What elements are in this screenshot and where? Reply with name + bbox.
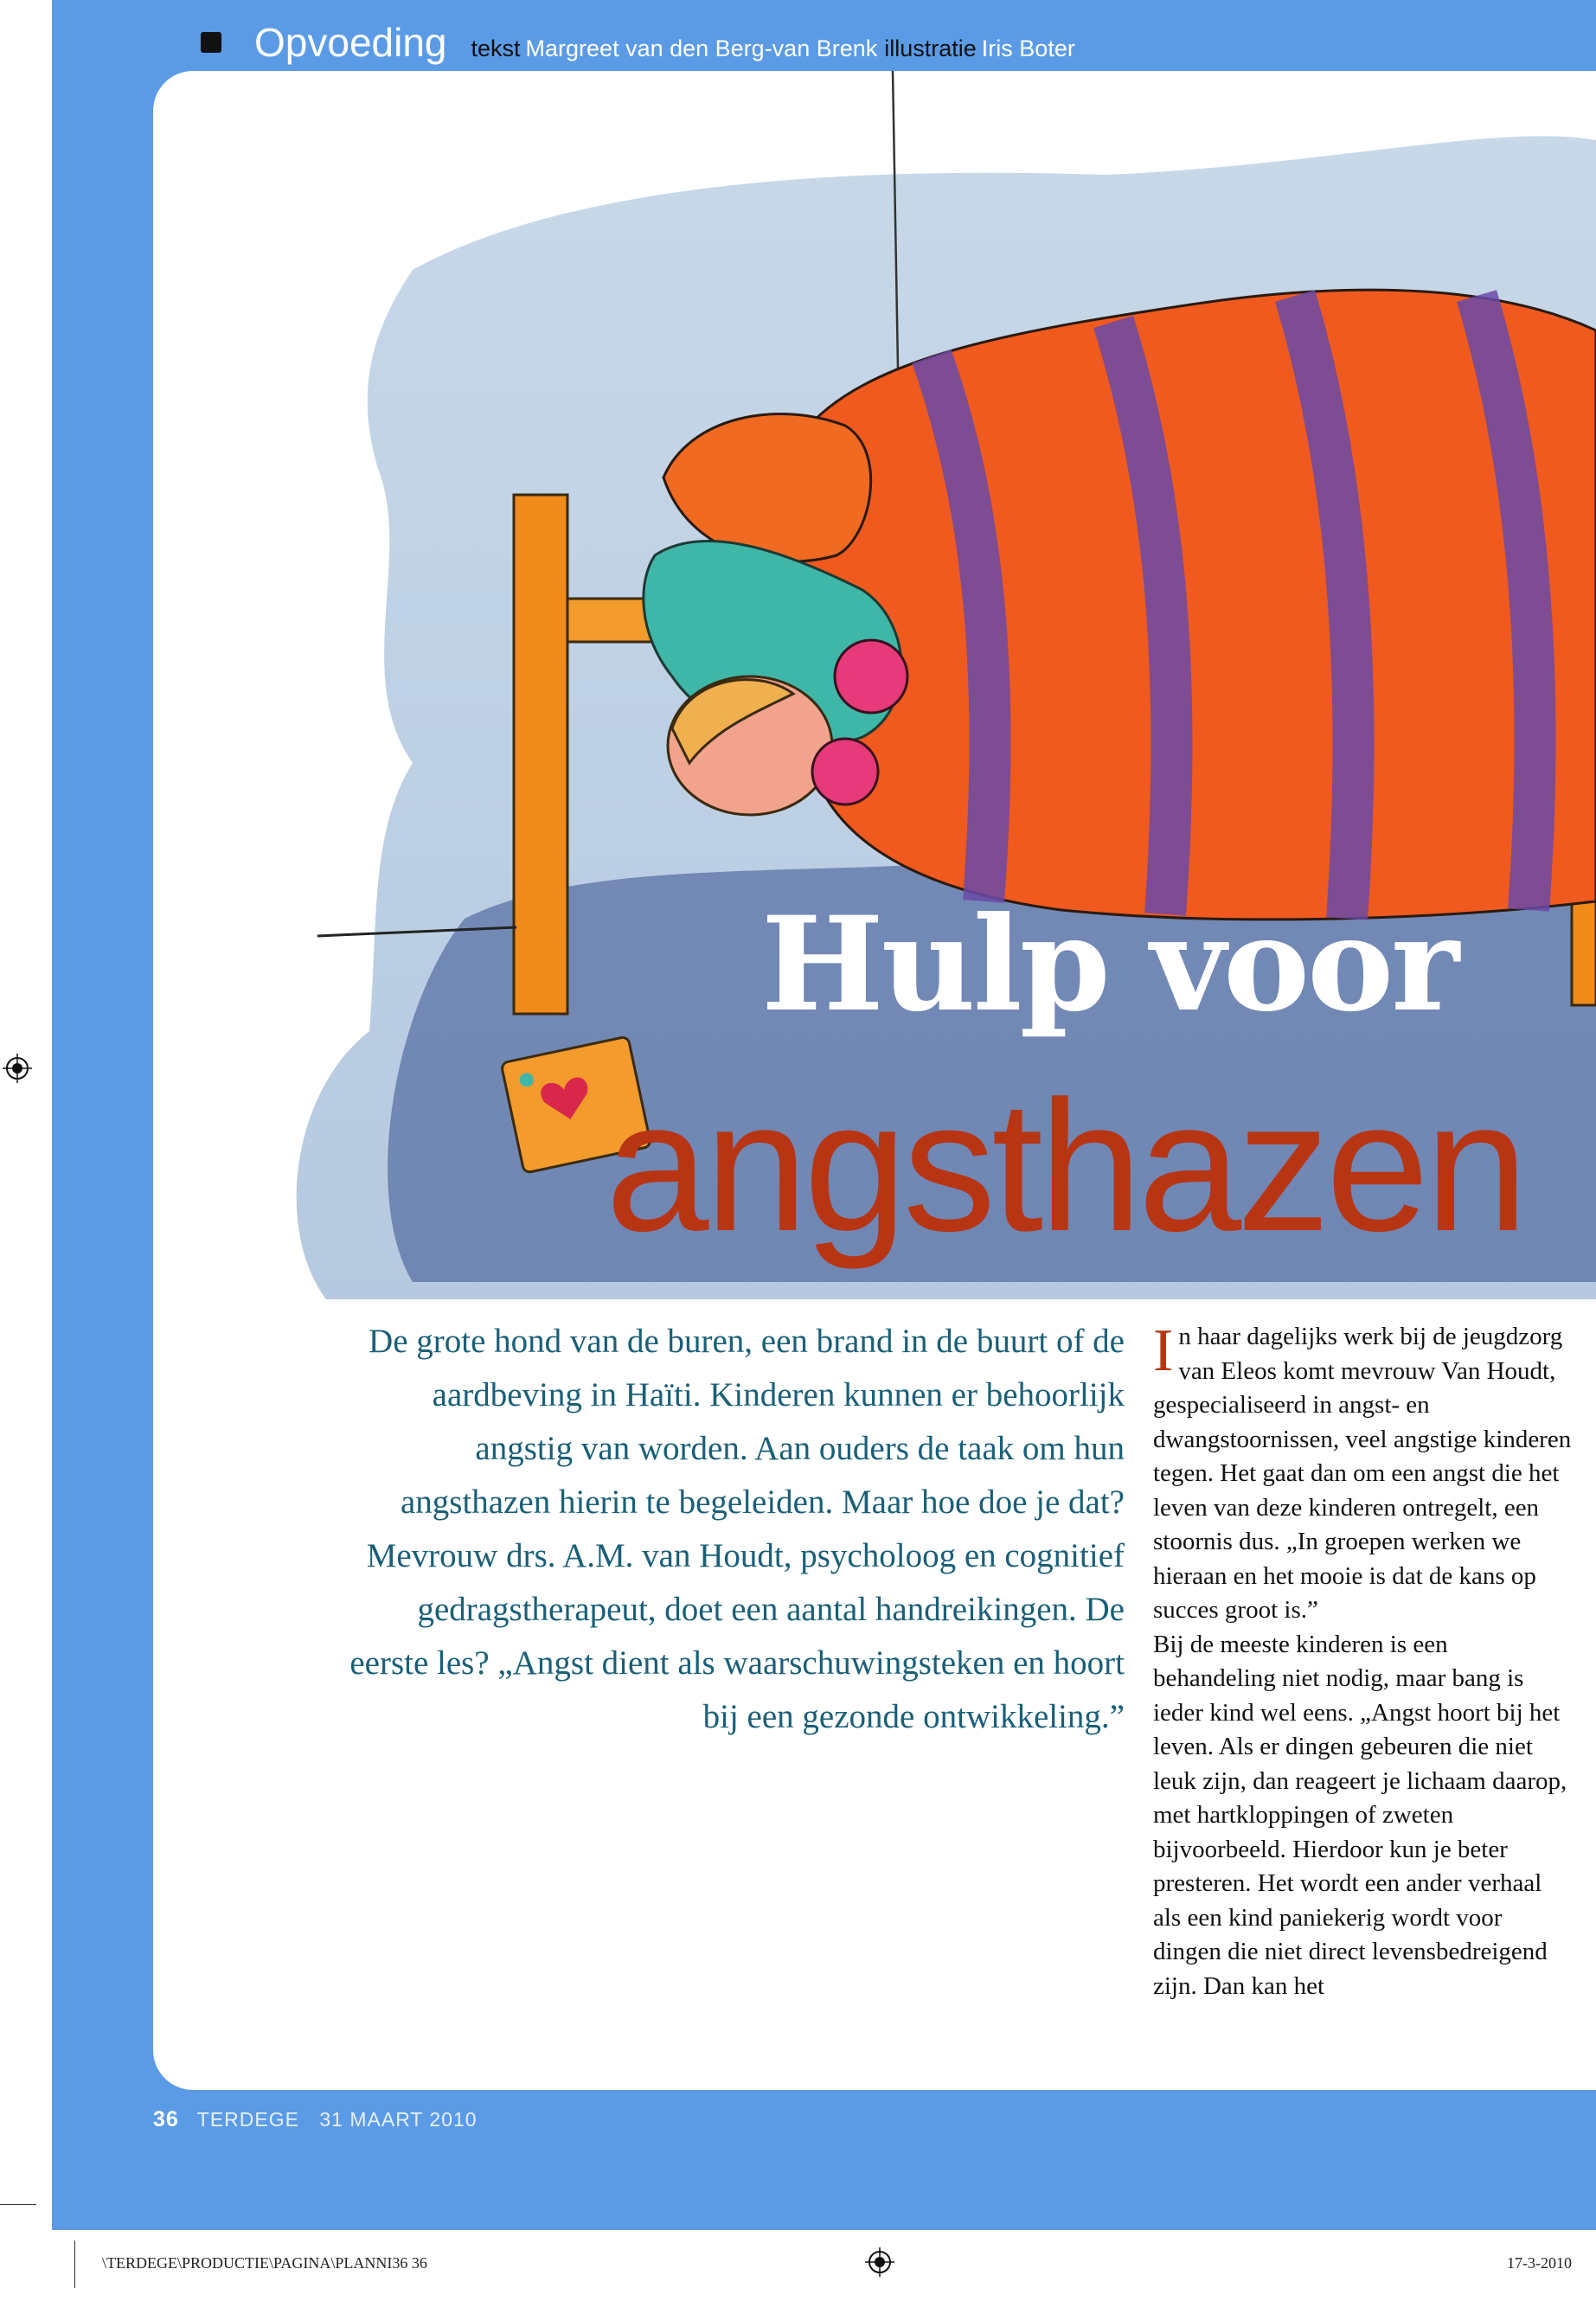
section-title: Opvoeding <box>254 20 447 65</box>
bed-headboard-post <box>514 495 567 1014</box>
slug-path: \TERDEGE\PRODUCTIE\PAGINA\PLANNI36 36 <box>102 2254 427 2272</box>
crop-mark <box>74 2240 75 2288</box>
page-footer <box>153 2107 478 2132</box>
body-column <box>1153 1317 1573 2003</box>
pink-toy-part <box>812 739 878 804</box>
slug-date: 17-3-2010 <box>1507 2254 1572 2272</box>
page-number: 36 <box>153 2107 179 2131</box>
issue-date: 31 MAART 2010 <box>319 2108 478 2131</box>
section-square-icon <box>201 32 221 53</box>
article-header <box>201 19 1082 71</box>
drop-cap: I <box>1153 1317 1174 1384</box>
magazine-name: TERDEGE <box>196 2108 299 2131</box>
illustrator-name: Iris Boter <box>981 35 1075 61</box>
body-paragraph <box>1153 1628 1573 2004</box>
body-paragraph <box>1153 1317 1573 1628</box>
title-line-2: angsthazen <box>606 1061 1524 1270</box>
registration-mark-icon <box>3 1054 32 1083</box>
pink-toy <box>835 640 907 713</box>
body-paragraph-2-text: Bij de meeste kinderen is een behandeling niet nodig, maar bang is ieder kind wel eens. „Angst hoort bij het leven. Als er dingen gebeuren die niet leuk zijn, dan reageert je lichaam daarop, met hartkloppingen of zweten bijvoorbeeld. Hierdoor kun je beter presteren. Het wordt een ander verhaal als een kind paniekerig wordt voor dingen die niet direct levensbedreigend zijn. Dan kan het <box>1153 1630 1567 2000</box>
text-label: tekst <box>471 35 521 61</box>
registration-mark-icon <box>865 2247 894 2277</box>
illustration-label: illustratie <box>884 35 977 61</box>
crop-mark <box>0 2204 36 2205</box>
author-name: Margreet van den Berg-van Brenk <box>525 35 878 61</box>
intro-paragraph: De grote hond van de buren, een brand in de buurt of de aardbeving in Haïti. Kinderen kunnen er behoorlijk angstig van worden. Aan ouders de taak om hun angsthazen hierin te begeleiden. Maar hoe doe je dat? Mevrouw drs. A.M. van Houdt, psycholoog en cognitief gedragstherapeut, doet een aantal handreikingen. De eerste les? „Angst dient als waarschuwingsteken en hoort bij een gezonde ontwikkeling.” <box>349 1323 1125 1735</box>
body-paragraph-1-text: n haar dagelijks werk bij de jeugdzorg van Eleos komt mevrouw Van Houdt, gespecialiseerd in angst- en dwangstoornissen, veel angstige kinderen tegen. Het gaat dan om een angst die het leven van deze kinderen ontregelt, een stoornis dus. „In groepen werken we hieraan en het mooie is dat de kans op succes groot is.” <box>1153 1323 1572 1624</box>
title-line-1: Hulp voor <box>761 888 1458 1041</box>
